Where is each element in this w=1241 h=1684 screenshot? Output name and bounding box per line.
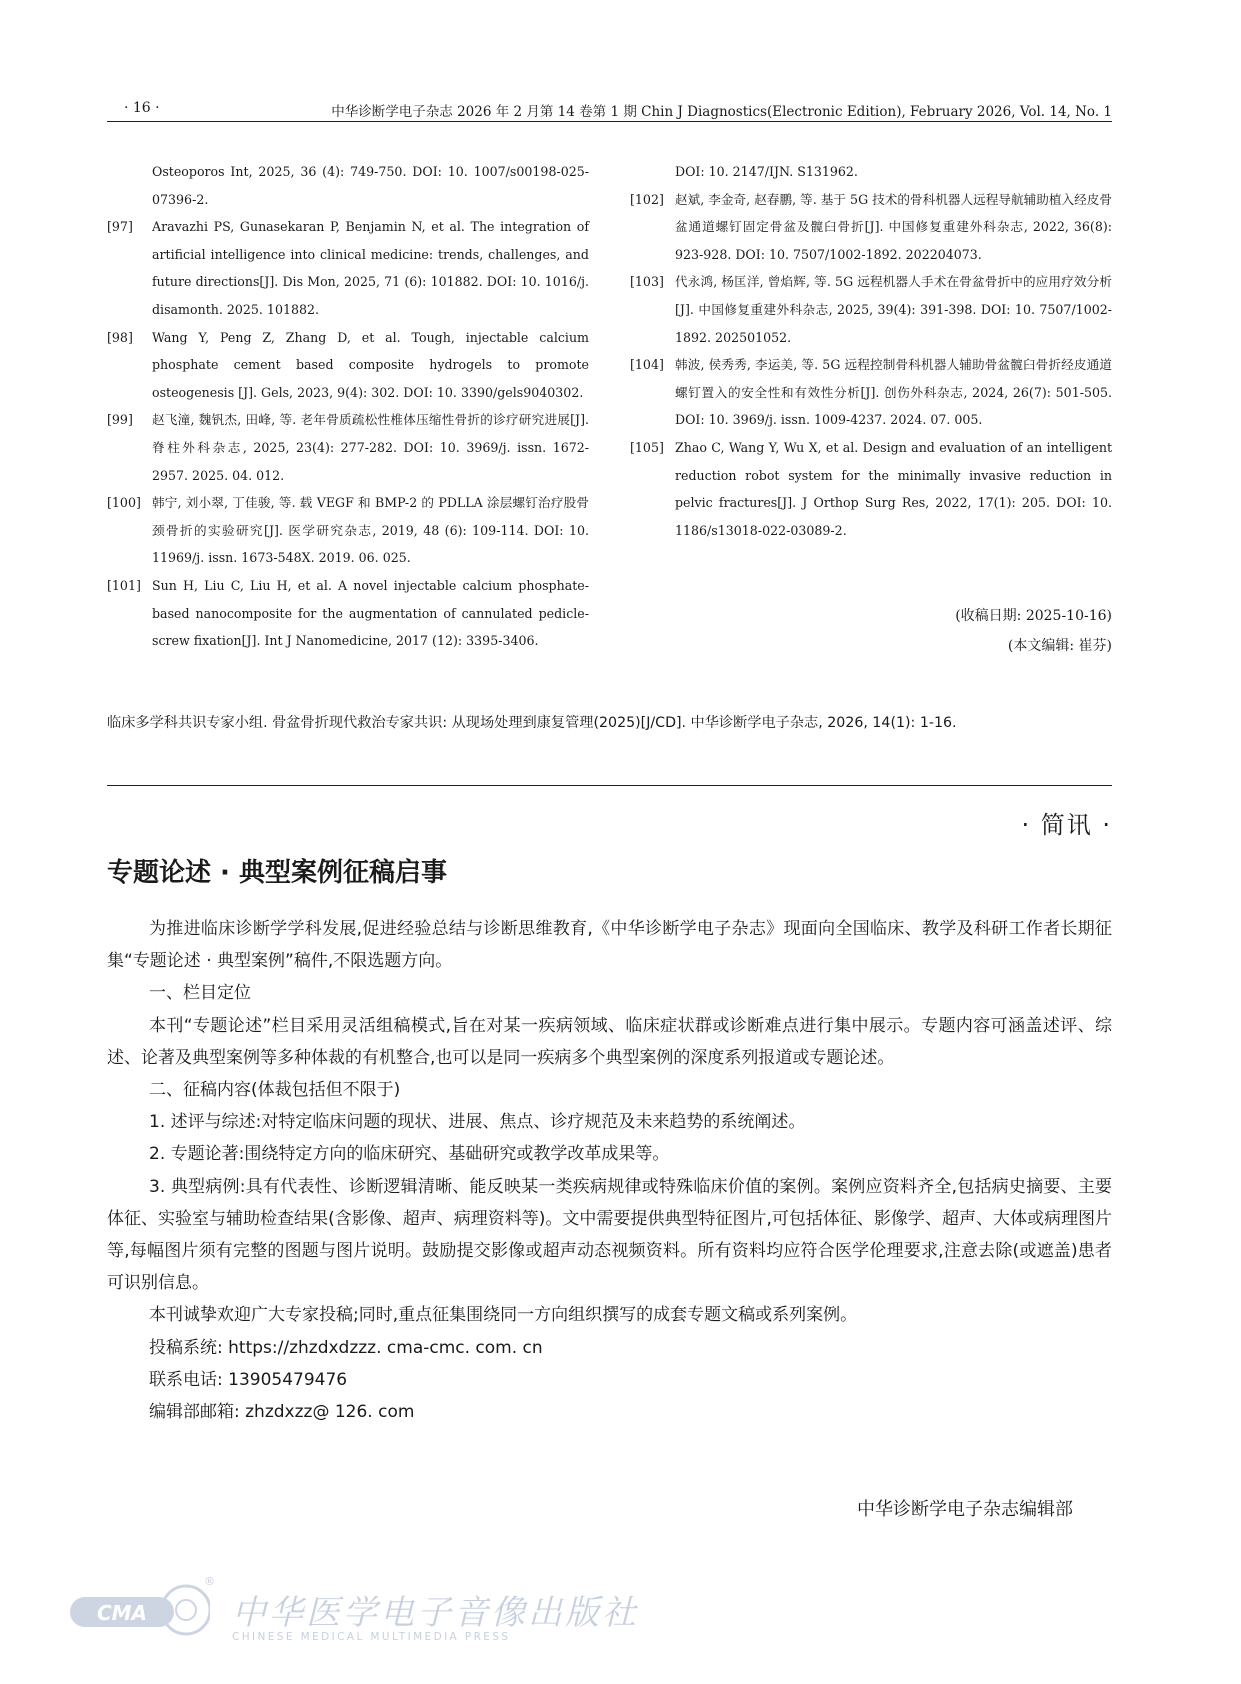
reference-text: 韩波, 侯秀秀, 李运美, 等. 5G 远程控制骨科机器人辅助骨盆髋臼骨折经皮通道螺钉置入的安全性和有效性分析[J]. 创伤外科杂志, 2024, 26(7): 501-505. DOI: 10. 3969/j. issn. 1009-4237. 2024. 07. 005. [675,357,1112,428]
notice-paragraph: 3. 典型病例:具有代表性、诊断逻辑清晰、能反映某一类疾病规律或特殊临床价值的案例。案例应资料齐全,包括病史摘要、主要体征、实验室与辅助检查结果(含影像、超声、病理资料等)。文中需要提供典型特征图片,可包括体征、影像学、超声、大体或病理图片等,每幅图片须有完整的图题与图片说明。鼓励提交影像或超声动态视频资料。所有资料均应符合医学伦理要求,注意去除(或遮盖)患者可识别信息。 [107,1176,1112,1294]
reference-text: 赵飞潼, 魏钒杰, 田峰, 等. 老年骨质疏松性椎体压缩性骨折的诊疗研究进展[J]. 脊柱外科杂志, 2025, 23(4): 277-282. DOI: 10. 3969/j. issn. 1672-2957. 2025. 04. 012. [152,412,589,483]
reference-text: 赵斌, 李金奇, 赵春鹏, 等. 基于 5G 技术的骨科机器人远程导航辅助植入经皮骨盆通道螺钉固定骨盆及髋臼骨折[J]. 中国修复重建外科杂志, 2022, 36(8): 923-928. DOI: 10. 7507/1002-1892. 202204073. [675,191,1112,262]
reference-item [630,158,1112,186]
article-editor: (本文编辑: 崔芬) [1007,638,1112,654]
reference-item [107,213,589,323]
references-left-column [107,158,589,655]
reference-item [107,572,589,655]
reference-number: [98] [107,329,133,345]
reference-number: [101] [107,577,141,593]
notice-paragraph: 为推进临床诊断学学科发展,促进经验总结与诊断思维教育,《中华诊断学电子杂志》现面向全国临床、教学及科研工作者长期征集“专题论述 · 典型案例”稿件,不限选题方向。 [107,919,1112,972]
reference-text: 代永鸿, 杨匡洋, 曾焰辉, 等. 5G 远程机器人手术在骨盆骨折中的应用疗效分析[J]. 中国修复重建外科杂志, 2025, 39(4): 391-398. DOI: 10. 7507/1002-1892. 202501052. [675,274,1112,345]
notice-paragraph: 联系电话: 13905479476 [149,1369,348,1390]
reference-item [630,186,1112,269]
reference-text: 韩宁, 刘小翠, 丁佳骏, 等. 载 VEGF 和 BMP-2 的 PDLLA 涂层螺钉治疗股骨颈骨折的实验研究[J]. 医学研究杂志, 2019, 48 (6): 109-114. DOI: 10. 11969/j. issn. 1673-548X. 2019. 06. 025. [152,495,589,566]
notice-paragraph: 本刊诚挚欢迎广大专家投稿;同时,重点征集围绕同一方向组织撰写的成套专题文稿或系列案例。 [149,1305,858,1326]
reference-number: [102] [630,191,664,207]
section-tag: · 简讯 · [1021,811,1112,839]
reference-number: [103] [630,274,664,290]
notice-paragraph: 一、栏目定位 [149,983,251,1004]
reference-text: Sun H, Liu C, Liu H, et al. A novel injectable calcium phosphate-based nanocomposite for the augmentation of cannulated pedicle-screw fixation[J]. Int J Nanomedicine, 2017 (12): 3395-3406. [152,577,589,649]
received-date: (收稿日期: 2025-10-16) [955,608,1112,624]
journal-info: 中华诊断学电子杂志 2026 年 2 月第 14 卷第 1 期 Chin J Diagnostics(Electronic Edition), February 2026, Vol. 14, No. 1 [331,104,1112,120]
reference-text: Osteoporos Int, 2025, 36 (4): 749-750. DOI: 10. 1007/s00198-025-07396-2. [152,164,589,207]
citation-text: 临床多学科共识专家小组. 骨盆骨折现代救治专家共识: 从现场处理到康复管理(2025)[J/CD]. 中华诊断学电子杂志, 2026, 14(1): 1-16. [107,715,957,731]
reference-number: [105] [630,439,664,455]
article-meta [955,601,1112,661]
reference-text: DOI: 10. 2147/IJN. S131962. [675,164,858,179]
reference-text: Wang Y, Peng Z, Zhang D, et al. Tough, injectable calcium phosphate cement based composite hydrogels to promote osteogenesis [J]. Gels, 2023, 9(4): 302. DOI: 10. 3390/gels9040302. [152,329,589,400]
page-number: · 16 · [124,100,160,116]
reference-text: Aravazhi PS, Gunasekaran P, Benjamin N, et al. The integration of artificial intelligence into clinical medicine: trends, challenges, and future directions[J]. Dis Mon, 2025, 71 (6): 101882. DOI: 10. 1016/j. disamonth. 2025. 101882. [152,219,589,317]
reference-item [630,434,1112,544]
reference-number: [97] [107,219,133,235]
notice-title: 专题论述 · 典型案例征稿启事 [107,858,447,888]
cma-logo-icon [70,1583,210,1638]
notice-body [107,913,1112,1428]
logo-text: CMA [96,1601,148,1625]
page-header [107,98,1112,122]
reference-item [630,351,1112,434]
reference-item [630,268,1112,351]
press-name-cn: 中华医学电子音像出版社 [232,1593,639,1633]
notice-paragraph: 编辑部邮箱: zhzdxzz@ 126. com [149,1402,415,1423]
notice-paragraph: 投稿系统: https://zhzdxdzzz. cma-cmc. com. cn [149,1337,543,1358]
notice-paragraph: 二、征稿内容(体裁包括但不限于) [149,1080,401,1101]
reference-item [107,324,589,407]
registered-mark: ® [204,1575,215,1588]
reference-number: [100] [107,495,141,511]
references-right-column [630,158,1112,544]
press-name-en: CHINESE MEDICAL MULTIMEDIA PRESS [232,1631,511,1643]
reference-item [107,489,589,572]
notice-paragraph: 本刊“专题论述”栏目采用灵活组稿模式,旨在对某一疾病领域、临床症状群或诊断难点进行集中展示。专题内容可涵盖述评、综述、论著及典型案例等多种体裁的有机整合,也可以是同一疾病多个典型案例的深度系列报道或专题论述。 [107,1015,1112,1068]
section-divider [107,785,1112,786]
notice-paragraph: 1. 述评与综述:对特定临床问题的现状、进展、焦点、诊疗规范及未来趋势的系统阐述。 [149,1112,806,1133]
reference-item [107,158,589,213]
notice-signature: 中华诊断学电子杂志编辑部 [857,1499,1073,1520]
reference-number: [104] [630,357,664,373]
reference-text: Zhao C, Wang Y, Wu X, et al. Design and evaluation of an intelligent reduction robot system for the minimally invasive reduction in pelvic fractures[J]. J Orthop Surg Res, 2022, 17(1): 205. DOI: 10. 1186/s13018-022-03089-2. [675,439,1112,538]
publisher-logo [70,1575,639,1655]
notice-paragraph: 2. 专题论著:围绕特定方向的临床研究、基础研究或教学改革成果等。 [149,1144,670,1165]
reference-item [107,406,589,489]
reference-number: [99] [107,412,133,428]
